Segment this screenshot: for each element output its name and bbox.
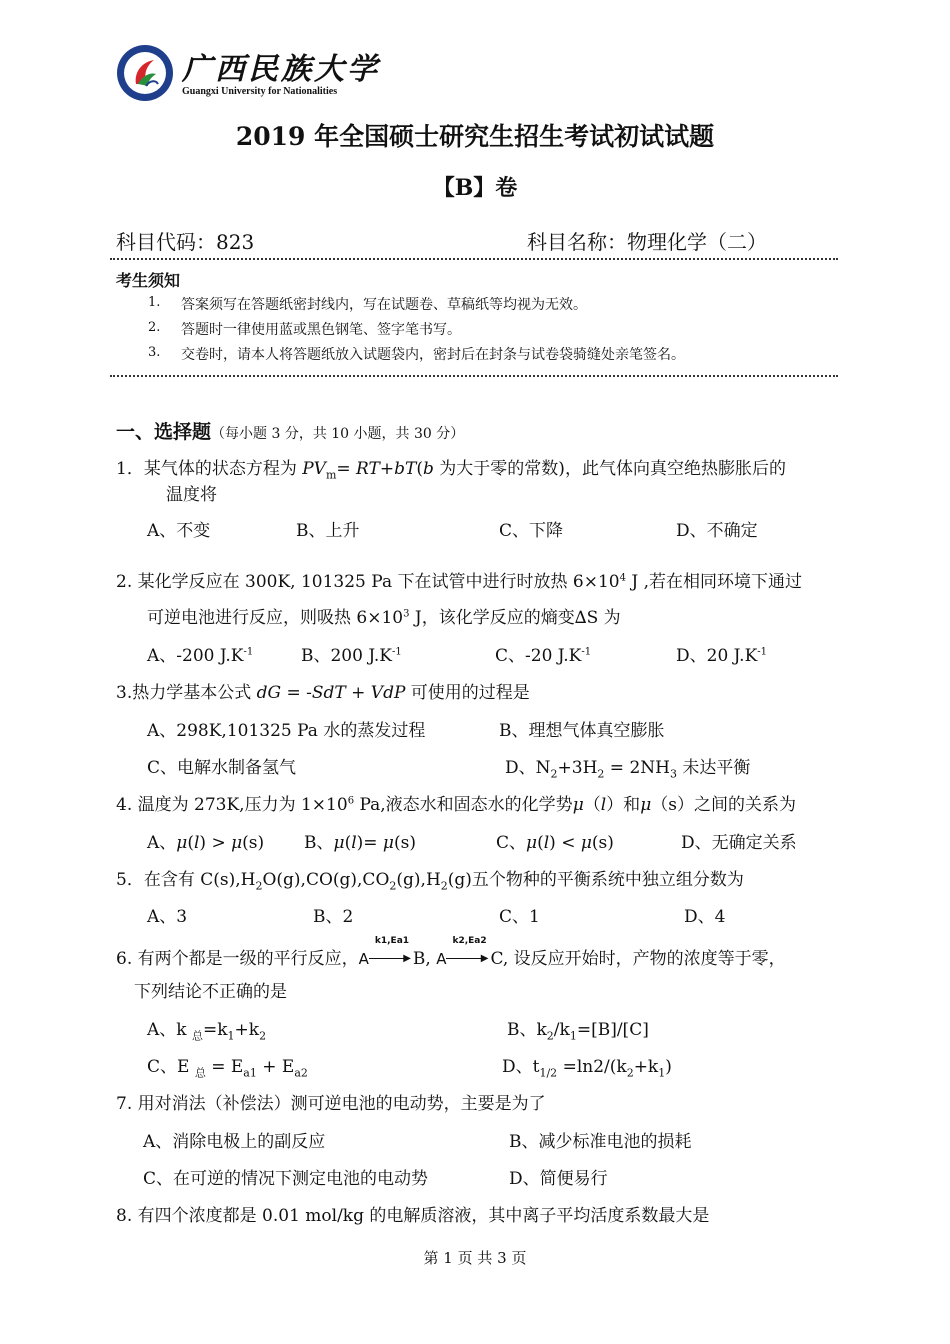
q2-option-b: B、200 $J.K^{-1}$ bbox=[301, 646, 402, 666]
notice-item-number: 2. bbox=[148, 320, 161, 335]
notice-item-number: 3. bbox=[148, 345, 161, 360]
notice-title: 考生须知 bbox=[116, 271, 181, 290]
section-note: （每小题 3 分，共 10 小题，共 30 分） bbox=[211, 426, 465, 442]
q3-option-b: B、理想气体真空膨胀 bbox=[499, 721, 665, 741]
q2-option-a: A、-200 $J.K^{-1}$ bbox=[147, 646, 254, 666]
q1-option-b: B、上升 bbox=[296, 521, 360, 541]
question-6-line2: 下列结论不正确的是 bbox=[134, 982, 287, 1002]
question-6: 6. 有两个都是一级的平行反应，A k1,Ea1 ▶ B, A k2,Ea2 ▶ C, 设反应开始时，产物的浓度等于零， bbox=[116, 936, 786, 969]
reactant-a: A bbox=[436, 950, 447, 968]
q3-option-d: D、$N_2+3H_2 = 2NH_3$ 未达平衡 bbox=[505, 758, 751, 781]
question-1-line2: 温度将 bbox=[166, 485, 217, 505]
divider-bottom bbox=[110, 375, 838, 377]
q7-option-b: B、减少标准电池的损耗 bbox=[509, 1132, 692, 1152]
university-name-cn: 广西民族大学 bbox=[182, 52, 380, 87]
question-3: 3.热力学基本公式 dG = -SdT + VdP 可使用的过程是 bbox=[116, 683, 530, 703]
subject-code: 科目代码：823 bbox=[116, 230, 255, 254]
q6-option-a: A、k $_总=k_1+k_2$ bbox=[147, 1020, 267, 1043]
q6-option-b: B、$k_2/k_1=[B]/[C]$ bbox=[507, 1020, 649, 1043]
q6-option-c: C、E $_总 = E_{a1} + E_{a2}$ bbox=[147, 1057, 308, 1080]
q5-option-a: A、3 bbox=[147, 907, 188, 927]
q1-option-c: C、下降 bbox=[499, 521, 564, 541]
reactant-a: A bbox=[358, 950, 369, 968]
q3-option-a: A、298K,101325 Pa 水的蒸发过程 bbox=[147, 721, 426, 741]
question-2: 2. 某化学反应在 300K, 101325 Pa 下在试管中进行时放热 $6\times 10^4$ J ,若在相同环境下通过 bbox=[116, 572, 802, 592]
q4-option-d: D、无确定关系 bbox=[681, 833, 797, 853]
q6-option-d: D、$t_{1/2} =\ln 2/(k_2+k_1)$ bbox=[502, 1057, 672, 1080]
university-seal-logo bbox=[116, 44, 174, 102]
reaction-arrow-1: k1,Ea1 ▶ bbox=[369, 948, 413, 966]
page-number: 第 1 页 共 3 页 bbox=[423, 1249, 527, 1267]
q1-option-d: D、不确定 bbox=[676, 521, 758, 541]
notice-item: 交卷时，请本人将答题纸放入试题袋内，密封后在封条与试卷袋骑缝处亲笔签名。 bbox=[181, 347, 685, 363]
q5-option-d: D、4 bbox=[684, 907, 726, 927]
q5-option-c: C、1 bbox=[499, 907, 540, 927]
question-2-line2: 可逆电池进行反应，则吸热 $6\times 10^3$ J，该化学反应的熵变∆S 为 bbox=[147, 608, 621, 628]
q4-option-b: B、μ(l)= μ(s) bbox=[304, 833, 416, 853]
section-title bbox=[116, 417, 464, 444]
notice-item-number: 1. bbox=[148, 295, 161, 310]
university-name-en: Guangxi University for Nationalities bbox=[182, 86, 338, 97]
notice-item: 答案须写在答题纸密封线内，写在试题卷、草稿纸等均视为无效。 bbox=[181, 297, 587, 313]
q5-option-b: B、2 bbox=[313, 907, 354, 927]
q2-option-c: C、-20 $J.K^{-1}$ bbox=[495, 646, 592, 666]
question-4: 4. 温度为 273K,压力为 $1\times 10^6$ Pa,液态水和固态水的化学势μ（l）和μ（s）之间的关系为 bbox=[116, 795, 796, 815]
question-1: 1．某气体的状态方程为 $PV_m= RT+bT(b$ 为大于零的常数)，此气体向真空绝热膨胀后的 bbox=[116, 459, 786, 482]
q4-option-c: C、μ(l) < μ(s) bbox=[496, 833, 614, 853]
paper-type: 【B】卷 bbox=[432, 175, 518, 201]
exam-title: 2019 年全国硕士研究生招生考试初试试题 bbox=[235, 122, 715, 151]
notice-item: 答题时一律使用蓝或黑色钢笔、签字笔书写。 bbox=[181, 322, 461, 338]
question-8: 8. 有四个浓度都是 0.01 mol/kg 的电解质溶液，其中离子平均活度系数最大是 bbox=[116, 1206, 710, 1226]
q1-option-a: A、不变 bbox=[147, 521, 211, 541]
reaction-arrow-2: k2,Ea2 ▶ bbox=[446, 948, 490, 966]
divider-top bbox=[110, 258, 838, 260]
q7-option-d: D、简便易行 bbox=[509, 1169, 608, 1189]
q2-option-d: D、20 $J.K^{-1}$ bbox=[676, 646, 768, 666]
subject-name: 科目名称：物理化学（二） bbox=[527, 230, 767, 254]
q7-option-c: C、在可逆的情况下测定电池的电动势 bbox=[143, 1169, 429, 1189]
q7-option-a: A、消除电极上的副反应 bbox=[143, 1132, 326, 1152]
question-7: 7. 用对消法（补偿法）测可逆电池的电动势，主要是为了 bbox=[116, 1094, 546, 1114]
section-title-text: 一、选择题 bbox=[116, 421, 212, 443]
question-5: 5．在含有 $C(s),H_2O(g),CO(g),CO_2(g),H_2(g)$五个物种的平衡系统中独立组分数为 bbox=[116, 870, 744, 893]
q4-option-a: A、μ(l) > μ(s) bbox=[147, 833, 265, 853]
q3-option-c: C、电解水制备氢气 bbox=[147, 758, 297, 778]
